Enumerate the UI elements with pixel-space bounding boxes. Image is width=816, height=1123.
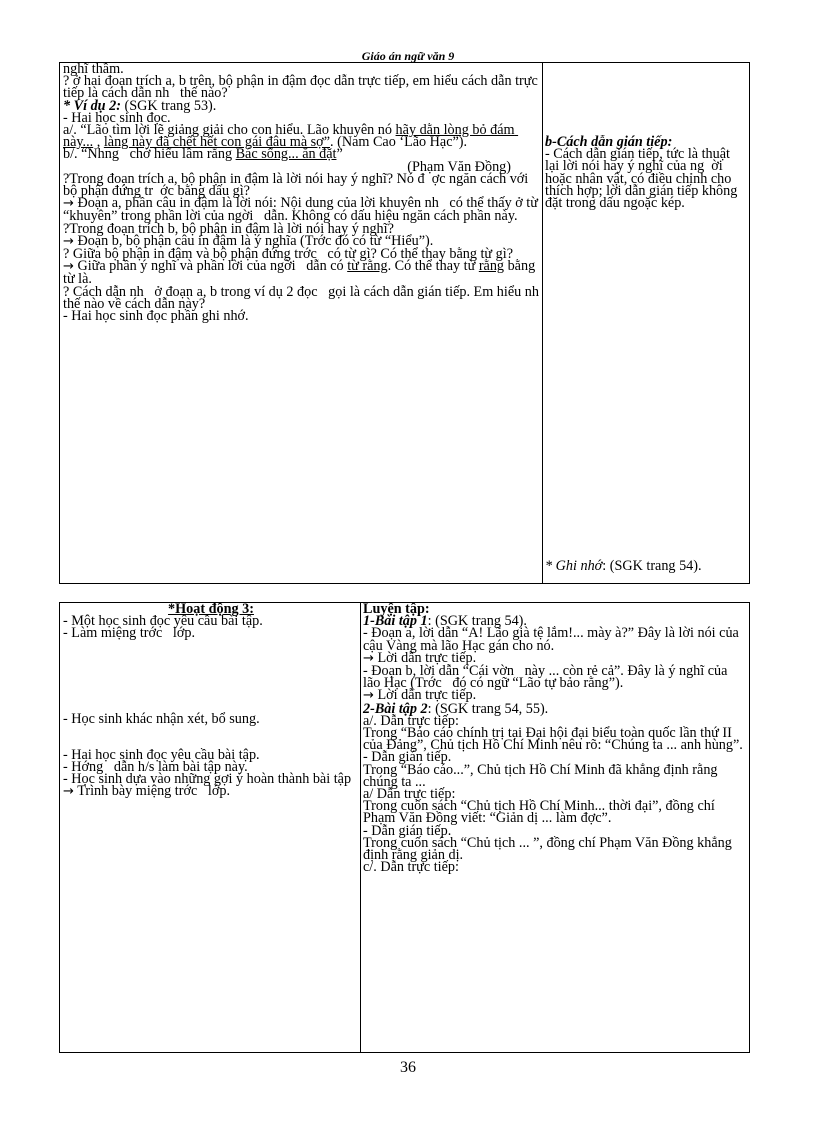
answer-text: bằng từ là. — [63, 258, 539, 288]
activity-column — [63, 603, 359, 1052]
content-column — [545, 63, 747, 583]
activity-heading: *Hoạt động 3: — [168, 601, 254, 617]
practice-heading: Luyện tập: — [363, 601, 430, 617]
exercise-label: 2-Bài tập 2 — [363, 700, 428, 717]
question: ?Trong đoạn trích a, bộ phận in đậm là lời nói hay ý nghĩ? Nó đ ợc ngăn cách với bộ phận đứng tr ớc bằng dấu gì? — [63, 170, 532, 200]
line-text: Trình bày miệng trớc lớp. — [73, 783, 230, 800]
answer-text: Giữa phần ý nghĩ và phần lời của ngời dẫn có — [73, 258, 348, 275]
page-header: Giáo án ngữ văn 9 — [361, 49, 455, 63]
exercise-label: 1-Bài tập 1 — [363, 613, 428, 630]
quote-a-text: a/. “Lão tìm lời lẽ giảng giải cho con hiểu. Lão khuyên nó — [63, 122, 396, 139]
quote-b-source: (Phạm Văn Đồng) — [407, 158, 511, 175]
quote-a — [63, 122, 541, 151]
quote-a-source: . (Nam Cao ‘Lão Hạc”). — [330, 134, 468, 151]
question: ? Giữa bộ phận in đậm và bộ phận đứng trớc có từ gì? Có thể thay bằng từ gì? — [63, 246, 513, 263]
text-line: - Hớng dẫn h/s làm bài tập này. — [63, 759, 248, 776]
text-line: - Làm miệng trớc lớp. — [63, 625, 196, 642]
arrow-icon: → — [363, 688, 374, 704]
quote-a-underlined-1: hãy dằn lòng bỏ đám này... — [63, 122, 519, 151]
example-label: * Ví dụ 2: — [63, 97, 121, 114]
text-line: - Hai học sinh đọc yêu cầu bài tập. — [63, 746, 260, 763]
exercise-ref: : (SGK trang 54, 55). — [427, 700, 549, 717]
text-line: c/. Dẫn trực tiếp: — [363, 859, 459, 876]
text-line: a/. Dẫn trực tiếp: — [363, 712, 459, 729]
text-line: - Dẫn gián tiếp. — [363, 822, 452, 839]
text-line: - Dẫn gián tiếp. — [363, 749, 452, 766]
note-label: * Ghi nhớ — [545, 558, 603, 574]
answer-text: Đoạn b, bộ phận câu in đậm là ý nghĩa (Trớc đó có từ “Hiểu”). — [73, 232, 434, 249]
text-line: Trong cuốn sách “Chủ tịch Hồ Chí Minh... thời đại”, đồng chí Phạm Văn Đồng viết: “Giản dị ... làm đợc”. — [363, 798, 719, 827]
arrow-icon: → — [63, 233, 74, 249]
arrow-icon: → — [63, 784, 74, 800]
arrow-icon: → — [63, 196, 74, 212]
line-text: - Học sinh dựa vào những gợi ý hoàn thành bài tập — [63, 771, 355, 788]
page-number: 36 — [400, 1059, 416, 1076]
underlined-word: từ rằng — [347, 258, 388, 275]
quote-a-sep: , — [93, 134, 104, 151]
answer-text: Lời dẫn trực tiếp. — [373, 687, 477, 704]
example-ref: (SGK trang 53). — [120, 97, 217, 114]
text-line: nghĩ thầm. — [63, 61, 124, 77]
quote-b-underlined: Bác sống... ăn đặt — [235, 146, 337, 163]
column-divider — [360, 603, 361, 1052]
text-line: - Học sinh khác nhận xét, bổ sung. — [63, 710, 260, 727]
text-line — [63, 773, 359, 798]
note-ref: : (SGK trang 54). — [602, 558, 702, 574]
question: ? Cách dẫn nh ở đoạn a, b trong ví dụ 2 đọc gọi là cách dẫn gián tiếp. Em hiểu nh thế nào về cách dẫn này? — [63, 283, 550, 312]
column-divider — [542, 63, 543, 583]
lesson-table-1 — [59, 62, 750, 584]
text-line: - Đoạn b, lời dẫn “Cái vờn này ... còn rẻ cả”. Đây là ý nghĩ của lão Hạc (Trớc đó có ngữ “Lão tự bảo rằng”). — [363, 663, 731, 692]
text-line: - Đoạn a, lời dẫn “A! Lão già tệ lắm!... mày à?” Đây là lời nói của cậu Vàng mà lão Hạc gán cho nó. — [363, 625, 743, 654]
arrow-icon: → — [363, 650, 374, 666]
note — [545, 560, 747, 572]
text-line: - Hai học sinh đọc phần ghi nhớ. — [63, 308, 249, 325]
text-line: Trong “Báo cáo chính trị tại Đại hội đại biểu toàn quốc lần thứ II của Đảng”, Chủ tịch Hồ Chí Minh nêu rõ: “Chúng ta ... anh hùng”. — [363, 725, 743, 754]
answer-text: Lời dẫn trực tiếp. — [373, 649, 477, 666]
text-line: Trong “Báo cáo...”, Chủ tịch Hồ Chí Minh đã khẳng định rằng chúng ta ... — [363, 761, 722, 790]
text-line: Trong cuốn sách “Chủ tịch ... ”, đồng chí Phạm Văn Đồng khẳng định rằng giản dị. — [363, 834, 736, 864]
answer-text: . Có thể thay từ — [387, 258, 479, 275]
answer — [63, 258, 541, 288]
question: ?Trong đoạn trích b, bộ phận in đậm là lời nói hay ý nghĩ? — [63, 220, 394, 237]
arrow-icon: → — [63, 259, 74, 275]
question: ? ở hai đoạn trích a, b trên, bộ phận in đậm đọc dẫn trực tiếp, em hiểu cách dẫn trực tiếp là cách dẫn nh thế nào? — [63, 73, 542, 102]
lesson-table-2 — [59, 602, 750, 1053]
quote-b-close: ” — [336, 146, 343, 163]
teacher-student-column — [63, 61, 550, 583]
section-body: - Cách dẫn gián tiếp, tức là thuật lại lời nói hay ý nghĩ của ng ời hoặc nhân vật, có điều chỉnh cho thích hợp; lời dẫn gián tiếp không đặt trong dấu ngoặc kép. — [545, 146, 741, 212]
answer — [63, 195, 542, 225]
practice-column — [363, 603, 747, 1052]
quote-b-text: b/. “Nhng chớ hiểu lầm rằng — [63, 146, 236, 163]
exercise-ref: : (SGK trang 54). — [427, 613, 527, 630]
underlined-word: rằng — [478, 258, 505, 275]
text-line: - Một học sinh đọc yêu cầu bài tập. — [63, 613, 263, 630]
answer-text: Đoạn a, phần câu in đậm là lời nói: Nội dung của lời khuyên nh có thể thấy ở từ “khuyên” trong phần lời của ngời dẫn. Không có dấu hiệu ngăn cách phần này. — [63, 195, 542, 225]
text-line: - Hai học sinh đọc. — [63, 109, 171, 126]
section-title: b-Cách dẫn gián tiếp: — [545, 134, 673, 150]
text-line: a/ Dẫn trực tiếp: — [363, 786, 456, 803]
quote-a-underlined-2: làng này đã chết hết con gái đâu mà sợ” — [103, 134, 330, 151]
